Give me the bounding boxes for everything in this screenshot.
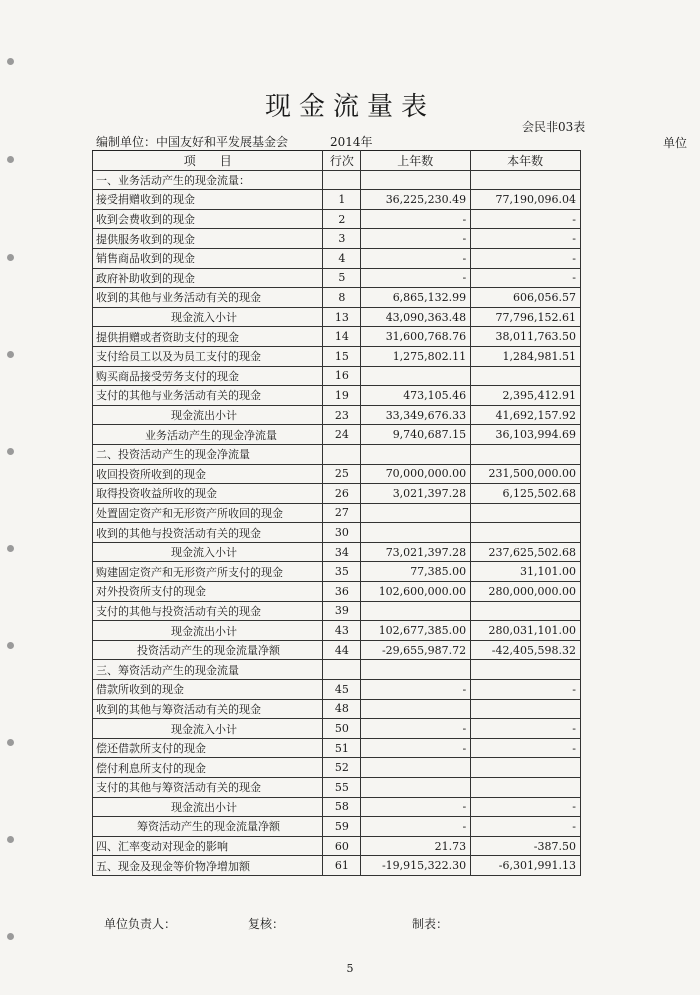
row-line-number: 24 bbox=[323, 425, 361, 445]
row-prev-year-value: - bbox=[361, 719, 471, 739]
row-current-year-value: 1,284,981.51 bbox=[471, 346, 581, 366]
row-prev-year-value: 102,677,385.00 bbox=[361, 621, 471, 641]
table-row bbox=[93, 797, 581, 817]
row-prev-year-value: 73,021,397.28 bbox=[361, 542, 471, 562]
row-current-year-value: - bbox=[471, 817, 581, 837]
table-row bbox=[93, 386, 581, 406]
table-row bbox=[93, 523, 581, 543]
row-prev-year-value: - bbox=[361, 738, 471, 758]
header-line-no: 行次 bbox=[323, 151, 361, 171]
signature-reviewer: 复核： bbox=[248, 917, 285, 931]
row-current-year-value: 31,101.00 bbox=[471, 562, 581, 582]
row-line-number: 23 bbox=[323, 405, 361, 425]
row-item-label: 支付的其他与筹资活动有关的现金 bbox=[93, 778, 323, 798]
table-row bbox=[93, 601, 581, 621]
row-prev-year-value: 43,090,363.48 bbox=[361, 307, 471, 327]
row-current-year-value: - bbox=[471, 797, 581, 817]
row-item-label: 一、业务活动产生的现金流量： bbox=[93, 170, 323, 190]
row-item-label: 现金流入小计 bbox=[93, 719, 323, 739]
row-prev-year-value bbox=[361, 523, 471, 543]
row-prev-year-value: 31,600,768.76 bbox=[361, 327, 471, 347]
row-item-label: 收到的其他与投资活动有关的现金 bbox=[93, 523, 323, 543]
table-row bbox=[93, 719, 581, 739]
row-item-label: 现金流出小计 bbox=[93, 797, 323, 817]
table-row bbox=[93, 288, 581, 308]
row-item-label: 取得投资收益所收的现金 bbox=[93, 484, 323, 504]
row-line-number: 1 bbox=[323, 190, 361, 210]
row-current-year-value: 2,395,412.91 bbox=[471, 386, 581, 406]
row-line-number: 43 bbox=[323, 621, 361, 641]
header-prev-year: 上年数 bbox=[361, 151, 471, 171]
table-row bbox=[93, 836, 581, 856]
row-item-label: 现金流出小计 bbox=[93, 405, 323, 425]
table-row bbox=[93, 346, 581, 366]
row-prev-year-value: 9,740,687.15 bbox=[361, 425, 471, 445]
binder-hole bbox=[7, 58, 14, 65]
row-current-year-value: 606,056.57 bbox=[471, 288, 581, 308]
row-current-year-value: 77,796,152.61 bbox=[471, 307, 581, 327]
row-current-year-value: 6,125,502.68 bbox=[471, 484, 581, 504]
row-line-number: 27 bbox=[323, 503, 361, 523]
row-line-number: 30 bbox=[323, 523, 361, 543]
row-item-label: 购建固定资产和无形资产所支付的现金 bbox=[93, 562, 323, 582]
row-line-number: 2 bbox=[323, 209, 361, 229]
row-prev-year-value bbox=[361, 778, 471, 798]
row-current-year-value: 280,031,101.00 bbox=[471, 621, 581, 641]
binder-hole bbox=[7, 351, 14, 358]
row-current-year-value: 38,011,763.50 bbox=[471, 327, 581, 347]
row-prev-year-value bbox=[361, 444, 471, 464]
row-prev-year-value: 473,105.46 bbox=[361, 386, 471, 406]
row-prev-year-value: - bbox=[361, 268, 471, 288]
table-row bbox=[93, 366, 581, 386]
header-item: 项 目 bbox=[93, 151, 323, 171]
table-row bbox=[93, 190, 581, 210]
row-current-year-value: 231,500,000.00 bbox=[471, 464, 581, 484]
table-row bbox=[93, 229, 581, 249]
table-row bbox=[93, 856, 581, 876]
row-current-year-value bbox=[471, 660, 581, 680]
row-prev-year-value: -29,655,987.72 bbox=[361, 640, 471, 660]
row-prev-year-value: 70,000,000.00 bbox=[361, 464, 471, 484]
row-line-number bbox=[323, 170, 361, 190]
row-current-year-value: 280,000,000.00 bbox=[471, 582, 581, 602]
row-current-year-value: - bbox=[471, 719, 581, 739]
row-item-label: 接受捐赠收到的现金 bbox=[93, 190, 323, 210]
row-item-label: 五、现金及现金等价物净增加额 bbox=[93, 856, 323, 876]
row-line-number: 55 bbox=[323, 778, 361, 798]
row-line-number: 52 bbox=[323, 758, 361, 778]
table-row bbox=[93, 170, 581, 190]
table-row bbox=[93, 503, 581, 523]
page-title: 现金流量表 bbox=[264, 92, 435, 122]
row-line-number: 14 bbox=[323, 327, 361, 347]
table-row bbox=[93, 248, 581, 268]
row-line-number: 60 bbox=[323, 836, 361, 856]
table-row bbox=[93, 621, 581, 641]
row-line-number: 51 bbox=[323, 738, 361, 758]
page-number: 5 bbox=[346, 962, 354, 975]
row-prev-year-value: -19,915,322.30 bbox=[361, 856, 471, 876]
row-item-label: 现金流入小计 bbox=[93, 307, 323, 327]
row-item-label: 业务活动产生的现金净流量 bbox=[93, 425, 323, 445]
binder-hole bbox=[7, 545, 14, 552]
row-line-number: 48 bbox=[323, 699, 361, 719]
row-current-year-value bbox=[471, 758, 581, 778]
row-current-year-value bbox=[471, 601, 581, 621]
table-row bbox=[93, 464, 581, 484]
binder-hole bbox=[7, 254, 14, 261]
row-prev-year-value bbox=[361, 503, 471, 523]
table-row bbox=[93, 738, 581, 758]
row-line-number: 25 bbox=[323, 464, 361, 484]
row-item-label: 购买商品接受劳务支付的现金 bbox=[93, 366, 323, 386]
binder-hole bbox=[7, 448, 14, 455]
table-row bbox=[93, 209, 581, 229]
row-line-number: 26 bbox=[323, 484, 361, 504]
row-prev-year-value bbox=[361, 758, 471, 778]
reporting-organization: 编制单位：中国友好和平发展基金会 bbox=[96, 135, 289, 149]
row-item-label: 四、汇率变动对现金的影响 bbox=[93, 836, 323, 856]
table-row bbox=[93, 817, 581, 837]
row-current-year-value: - bbox=[471, 209, 581, 229]
table-row bbox=[93, 268, 581, 288]
table-row bbox=[93, 758, 581, 778]
signature-preparer: 制表： bbox=[412, 917, 449, 931]
row-item-label: 收到会费收到的现金 bbox=[93, 209, 323, 229]
row-line-number bbox=[323, 660, 361, 680]
row-prev-year-value: - bbox=[361, 248, 471, 268]
row-current-year-value: 77,190,096.04 bbox=[471, 190, 581, 210]
row-item-label: 借款所收到的现金 bbox=[93, 680, 323, 700]
row-current-year-value: 36,103,994.69 bbox=[471, 425, 581, 445]
signature-unit-head: 单位负责人： bbox=[104, 917, 177, 931]
binder-hole bbox=[7, 933, 14, 940]
row-current-year-value: -6,301,991.13 bbox=[471, 856, 581, 876]
row-prev-year-value: 6,865,132.99 bbox=[361, 288, 471, 308]
row-item-label: 处置固定资产和无形资产所收回的现金 bbox=[93, 503, 323, 523]
row-prev-year-value bbox=[361, 660, 471, 680]
row-item-label: 收到的其他与筹资活动有关的现金 bbox=[93, 699, 323, 719]
row-line-number: 61 bbox=[323, 856, 361, 876]
row-current-year-value bbox=[471, 444, 581, 464]
row-prev-year-value: 1,275,802.11 bbox=[361, 346, 471, 366]
row-current-year-value bbox=[471, 366, 581, 386]
table-row bbox=[93, 327, 581, 347]
row-line-number: 44 bbox=[323, 640, 361, 660]
table-row bbox=[93, 425, 581, 445]
row-item-label: 投资活动产生的现金流量净额 bbox=[93, 640, 323, 660]
row-item-label: 现金流入小计 bbox=[93, 542, 323, 562]
row-line-number: 8 bbox=[323, 288, 361, 308]
table-row bbox=[93, 660, 581, 680]
row-current-year-value: - bbox=[471, 738, 581, 758]
row-item-label: 提供捐赠或者资助支付的现金 bbox=[93, 327, 323, 347]
table-header-row bbox=[93, 151, 581, 171]
row-current-year-value: 237,625,502.68 bbox=[471, 542, 581, 562]
form-number: 会民非03表 bbox=[522, 120, 586, 134]
row-item-label: 支付给员工以及为员工支付的现金 bbox=[93, 346, 323, 366]
row-item-label: 支付的其他与业务活动有关的现金 bbox=[93, 386, 323, 406]
row-prev-year-value bbox=[361, 601, 471, 621]
row-line-number: 59 bbox=[323, 817, 361, 837]
table-row bbox=[93, 484, 581, 504]
row-current-year-value: - bbox=[471, 680, 581, 700]
row-line-number: 34 bbox=[323, 542, 361, 562]
row-prev-year-value bbox=[361, 366, 471, 386]
row-prev-year-value: - bbox=[361, 680, 471, 700]
report-year: 2014年 bbox=[330, 135, 373, 149]
row-current-year-value: -387.50 bbox=[471, 836, 581, 856]
row-line-number: 35 bbox=[323, 562, 361, 582]
row-line-number: 4 bbox=[323, 248, 361, 268]
row-item-label: 三、筹资活动产生的现金流量 bbox=[93, 660, 323, 680]
row-prev-year-value: - bbox=[361, 817, 471, 837]
row-prev-year-value: - bbox=[361, 229, 471, 249]
table-row bbox=[93, 778, 581, 798]
row-item-label: 现金流出小计 bbox=[93, 621, 323, 641]
row-item-label: 收回投资所收到的现金 bbox=[93, 464, 323, 484]
row-current-year-value: - bbox=[471, 229, 581, 249]
header-current-year: 本年数 bbox=[471, 151, 581, 171]
row-line-number: 5 bbox=[323, 268, 361, 288]
table-row bbox=[93, 405, 581, 425]
row-line-number: 58 bbox=[323, 797, 361, 817]
row-current-year-value bbox=[471, 699, 581, 719]
row-line-number: 13 bbox=[323, 307, 361, 327]
row-item-label: 销售商品收到的现金 bbox=[93, 248, 323, 268]
row-line-number: 50 bbox=[323, 719, 361, 739]
row-prev-year-value: 3,021,397.28 bbox=[361, 484, 471, 504]
table-row bbox=[93, 582, 581, 602]
binder-hole bbox=[7, 156, 14, 163]
row-current-year-value bbox=[471, 170, 581, 190]
row-item-label: 二、投资活动产生的现金净流量 bbox=[93, 444, 323, 464]
row-item-label: 收到的其他与业务活动有关的现金 bbox=[93, 288, 323, 308]
row-line-number: 19 bbox=[323, 386, 361, 406]
row-line-number: 3 bbox=[323, 229, 361, 249]
row-prev-year-value: 102,600,000.00 bbox=[361, 582, 471, 602]
table-row bbox=[93, 640, 581, 660]
cash-flow-table bbox=[92, 150, 581, 876]
row-line-number: 39 bbox=[323, 601, 361, 621]
row-current-year-value: - bbox=[471, 268, 581, 288]
row-prev-year-value bbox=[361, 699, 471, 719]
table-row bbox=[93, 562, 581, 582]
binder-hole bbox=[7, 642, 14, 649]
row-prev-year-value: - bbox=[361, 209, 471, 229]
row-current-year-value: - bbox=[471, 248, 581, 268]
row-item-label: 筹资活动产生的现金流量净额 bbox=[93, 817, 323, 837]
row-item-label: 支付的其他与投资活动有关的现金 bbox=[93, 601, 323, 621]
row-current-year-value bbox=[471, 778, 581, 798]
row-item-label: 对外投资所支付的现金 bbox=[93, 582, 323, 602]
row-current-year-value: 41,692,157.92 bbox=[471, 405, 581, 425]
row-prev-year-value bbox=[361, 170, 471, 190]
row-item-label: 偿付利息所支付的现金 bbox=[93, 758, 323, 778]
row-prev-year-value: 77,385.00 bbox=[361, 562, 471, 582]
binder-hole bbox=[7, 836, 14, 843]
row-line-number: 45 bbox=[323, 680, 361, 700]
row-item-label: 偿还借款所支付的现金 bbox=[93, 738, 323, 758]
table-row bbox=[93, 542, 581, 562]
row-prev-year-value: 21.73 bbox=[361, 836, 471, 856]
row-current-year-value bbox=[471, 523, 581, 543]
row-prev-year-value: 36,225,230.49 bbox=[361, 190, 471, 210]
table-row bbox=[93, 307, 581, 327]
table-row bbox=[93, 444, 581, 464]
row-prev-year-value: 33,349,676.33 bbox=[361, 405, 471, 425]
row-line-number: 16 bbox=[323, 366, 361, 386]
table-row bbox=[93, 699, 581, 719]
row-prev-year-value: - bbox=[361, 797, 471, 817]
unit-label: 单位 bbox=[663, 136, 687, 150]
row-item-label: 政府补助收到的现金 bbox=[93, 268, 323, 288]
row-line-number: 36 bbox=[323, 582, 361, 602]
row-line-number bbox=[323, 444, 361, 464]
row-line-number: 15 bbox=[323, 346, 361, 366]
table-row bbox=[93, 680, 581, 700]
binder-hole bbox=[7, 739, 14, 746]
row-current-year-value bbox=[471, 503, 581, 523]
row-current-year-value: -42,405,598.32 bbox=[471, 640, 581, 660]
row-item-label: 提供服务收到的现金 bbox=[93, 229, 323, 249]
